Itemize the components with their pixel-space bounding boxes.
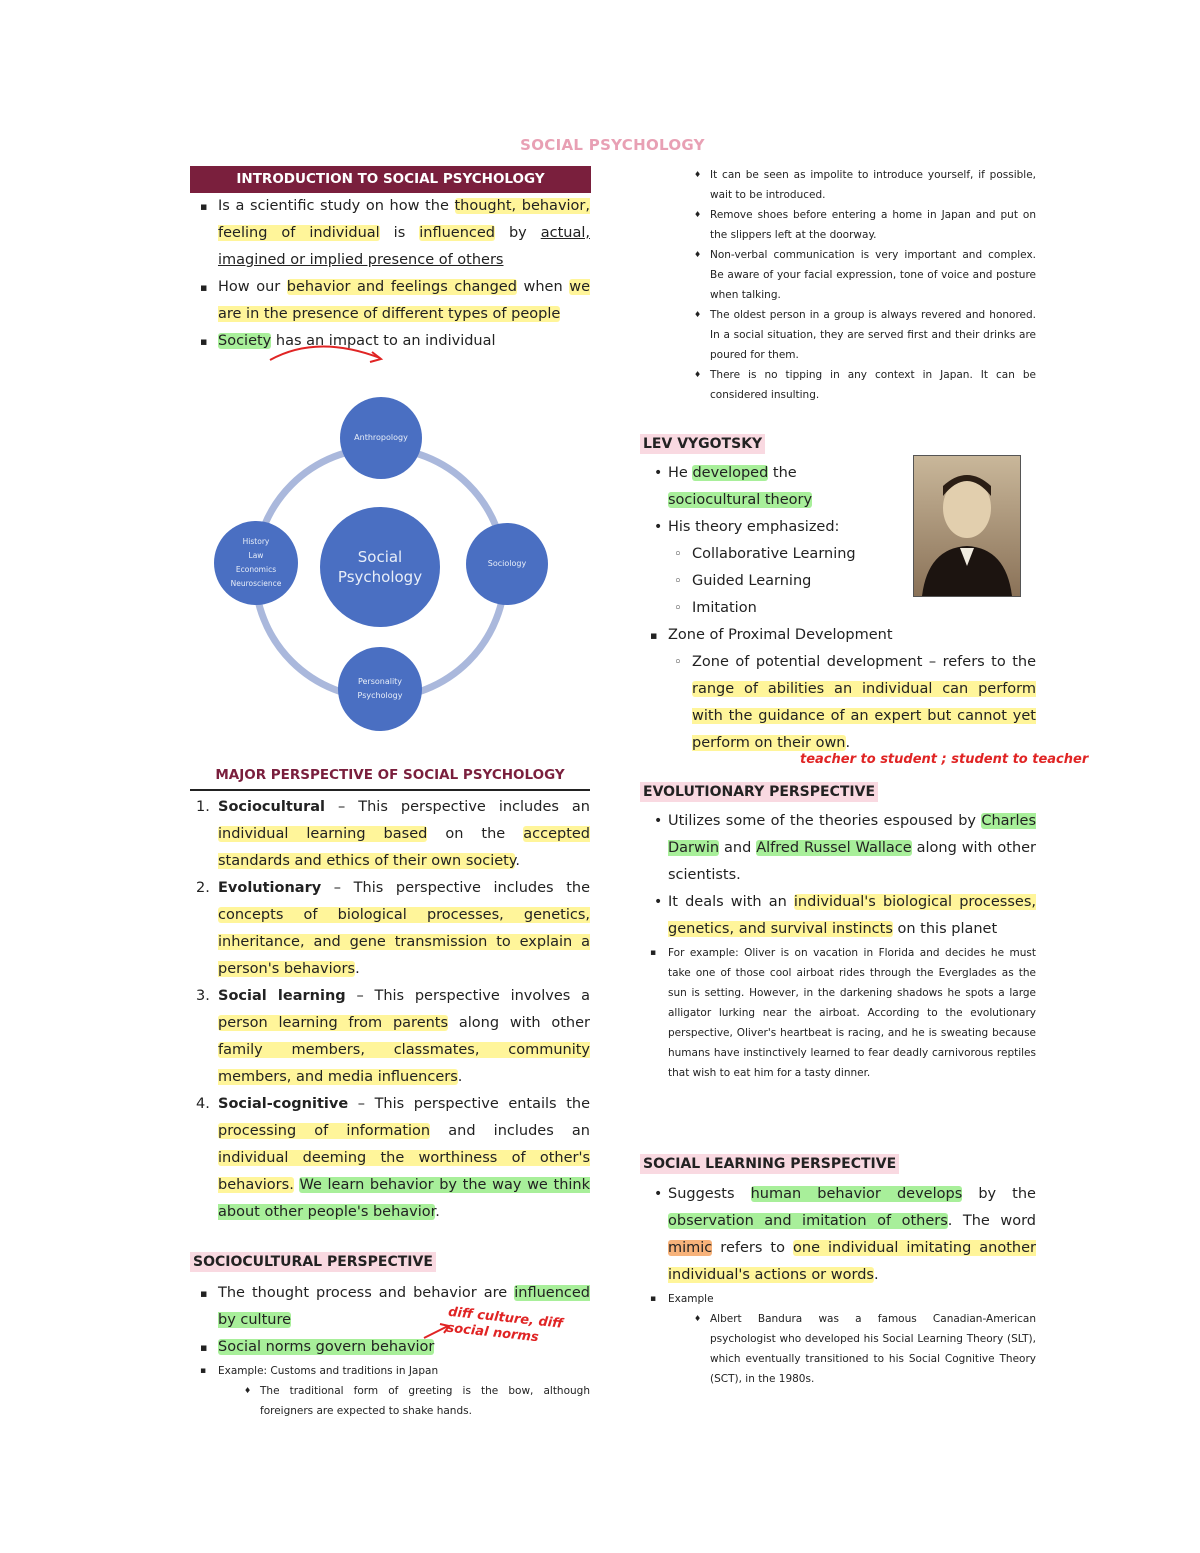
diagram-left-item: Economics: [235, 565, 277, 574]
number: 2.: [196, 880, 210, 896]
text: Is a scientific study on how the: [218, 198, 455, 214]
term: Social learning: [218, 988, 346, 1004]
highlight: influenced by culture: [218, 1285, 590, 1328]
text: How our: [218, 279, 287, 295]
text: along with other scientists.: [668, 840, 1037, 883]
highlight: concepts of biological processes, genetics, inheritance, and gene transmission to explain a person's behaviors: [218, 907, 590, 977]
number: 3.: [196, 988, 210, 1004]
text: – This perspective includes an: [324, 799, 590, 815]
number: 4.: [196, 1096, 210, 1112]
evo-header: [640, 784, 878, 800]
diagram-left-item: Neuroscience: [230, 579, 282, 588]
term: Evolutionary: [218, 880, 322, 896]
social-learning-list: [640, 1181, 1036, 1389]
major-item-1: [190, 794, 590, 875]
text: on this planet: [892, 921, 998, 937]
highlight: Society: [218, 333, 272, 349]
page-title: SOCIAL PSYCHOLOGY: [520, 136, 705, 154]
highlight: one individual imitating another individual's actions or words: [668, 1240, 1036, 1283]
text: by: [494, 225, 541, 241]
intro-bullet-1: [190, 193, 590, 274]
underlined: actual, imagined or implied presence of others: [218, 225, 590, 268]
vygotsky-sub-2: ◦ Guided Learning: [640, 568, 1036, 595]
social-learning-example-detail: ♦ Albert Bandura was a famous Canadian-American psychologist who developed his Social Learning Theory (SLT), which eventually transitioned to his Social Cognitive Theory (SCT), in the 1980s.: [640, 1309, 1036, 1389]
text: Suggests: [668, 1186, 751, 1202]
diagram-right: Sociology: [466, 523, 548, 605]
diagram-top: Anthropology: [340, 397, 422, 479]
japan-customs: [640, 165, 1036, 405]
text: It deals with an: [668, 894, 794, 910]
highlight: individual deeming the worthiness of other's behaviors.: [218, 1150, 590, 1193]
text: Utilizes some of the theories espoused by: [668, 813, 982, 829]
text: the: [768, 465, 797, 481]
intro-header: INTRODUCTION TO SOCIAL PSYCHOLOGY: [190, 166, 591, 193]
highlight: sociocultural theory: [668, 492, 813, 508]
vygotsky-header: [640, 436, 765, 452]
text: Zone of potential development – refers to the: [692, 654, 1036, 670]
text: when: [516, 279, 570, 295]
header-text: SOCIOCULTURAL PERSPECTIVE: [190, 1252, 436, 1272]
social-learning-bullet-1: [640, 1181, 1036, 1289]
intro-bullets: [190, 193, 590, 355]
evo-bullet-2: [640, 889, 1036, 943]
header-text: EVOLUTIONARY PERSPECTIVE: [640, 782, 878, 802]
highlight: range of abilities an individual can perform with the guidance of an expert but cannot yet perform on their own: [692, 681, 1036, 751]
highlight: processing of information: [218, 1123, 431, 1139]
diagram-left: [214, 521, 298, 605]
major-item-2: [190, 875, 590, 983]
japan-item: ♦ The oldest person in a group is always revered and honored. In a social situation, they are served first and their drinks are poured for them.: [640, 305, 1036, 365]
highlight: influenced: [419, 225, 495, 241]
text: – This perspective involves a: [345, 988, 590, 1004]
diagram-bottom: Personality Psychology: [338, 647, 422, 731]
vygotsky-bullet-3: ▪ Zone of Proximal Development: [640, 622, 1036, 649]
social-psych-diagram: [210, 395, 550, 735]
highlight: mimic: [668, 1240, 713, 1256]
text: has an impact to an individual: [271, 333, 496, 349]
highlight: individual learning based: [218, 826, 428, 842]
highlight: human behavior develops: [750, 1186, 963, 1202]
highlight: behavior and feelings changed: [286, 279, 517, 295]
highlight: individual's biological processes, genetics, and survival instincts: [668, 894, 1036, 937]
major-header: MAJOR PERSPECTIVE OF SOCIAL PSYCHOLOGY: [190, 767, 590, 791]
japan-item: ♦ It can be seen as impolite to introduce yourself, if possible, wait to be introduced.: [640, 165, 1036, 205]
vygotsky-bullet-2: • His theory emphasized:: [640, 514, 1036, 541]
text: – This perspective entails the: [348, 1096, 590, 1112]
intro-bullet-2: [190, 274, 590, 328]
diagram-center: Social Psychology: [320, 507, 440, 627]
text: .: [515, 853, 520, 869]
text: and: [719, 840, 757, 856]
vygotsky-sub-1: ◦ Collaborative Learning: [640, 541, 1036, 568]
socio-annotation: diff culture, diff social norms: [445, 1304, 564, 1346]
major-list: [190, 794, 590, 1226]
text: .: [435, 1204, 440, 1220]
text: on the: [427, 826, 524, 842]
vygotsky-sub-3: ◦ Imitation: [640, 595, 1036, 622]
evo-example: ▪ For example: Oliver is on vacation in Florida and decides he must take one of those cool airboat rides through the Everglades as the sun is setting. However, in the darkening shadows he spots a large alligator lurking near the airboat. According to the evolutionary perspective, Oliver's heartbeat is racing, and he is sweating because humans have instinctively learned to fear deadly carnivorous reptiles that wish to eat him for a tasty dinner.: [640, 943, 1036, 1083]
highlight: we are in the presence of different types of people: [218, 279, 590, 322]
socio-example: ▪ Example: Customs and traditions in Japan: [190, 1361, 590, 1381]
highlight: thought, behavior, feeling of individual: [218, 198, 590, 241]
vygotsky-sub-4: [640, 649, 1036, 757]
number: 1.: [196, 799, 210, 815]
japan-item: ♦ Remove shoes before entering a home in Japan and put on the slippers left at the doorway.: [640, 205, 1036, 245]
term: Social-cognitive: [218, 1096, 349, 1112]
header-text: SOCIAL LEARNING PERSPECTIVE: [640, 1154, 899, 1174]
highlight: person learning from parents: [218, 1015, 449, 1031]
japan-item: ♦ There is no tipping in any context in Japan. It can be considered insulting.: [640, 365, 1036, 405]
highlight: Alfred Russel Wallace: [756, 840, 912, 856]
socio-list: [190, 1280, 590, 1421]
diagram-left-item: History: [242, 537, 270, 546]
highlight: developed: [692, 465, 769, 481]
text: He: [668, 465, 693, 481]
text: and includes an: [430, 1123, 590, 1139]
text: by the: [962, 1186, 1036, 1202]
text: is: [379, 225, 420, 241]
highlight: accepted standards and ethics of their own society: [218, 826, 590, 869]
term: Sociocultural: [218, 799, 325, 815]
japan-item: ♦ Non-verbal communication is very important and complex. Be aware of your facial expression, tone of voice and posture when talking.: [640, 245, 1036, 305]
header-text: LEV VYGOTSKY: [640, 434, 765, 454]
text: refers to: [712, 1240, 794, 1256]
socio-header: [190, 1254, 436, 1270]
text: .: [873, 1267, 879, 1283]
diagram-left-item: Law: [248, 551, 264, 560]
text: . The word: [947, 1213, 1036, 1229]
highlight: observation and imitation of others: [668, 1213, 948, 1229]
evo-bullet-1: [640, 808, 1036, 889]
social-learning-header: [640, 1156, 899, 1172]
highlight: We learn behavior by the way we think about other people's behavior: [218, 1177, 590, 1220]
major-item-3: [190, 983, 590, 1091]
social-learning-example: ▪ Example: [640, 1289, 1036, 1309]
vygotsky-list: [640, 460, 1036, 757]
vygotsky-annotation: teacher to student ; student to teacher: [800, 752, 1089, 767]
highlight: Social norms govern behavior: [218, 1339, 435, 1355]
arrow-annotation-icon: [262, 332, 392, 368]
text: – This perspective includes the: [321, 880, 590, 896]
text: .: [457, 1069, 463, 1085]
text: along with other: [448, 1015, 591, 1031]
text: .: [355, 961, 360, 977]
evo-list: [640, 808, 1036, 1083]
highlight: Charles Darwin: [668, 813, 1036, 856]
socio-example-detail: ♦ The traditional form of greeting is the bow, although foreigners are expected to shake hands.: [190, 1381, 590, 1421]
major-item-4: [190, 1091, 590, 1226]
arrow-annotation-icon: [420, 1320, 454, 1342]
vygotsky-bullet-1: [640, 460, 1036, 514]
highlight: family members, classmates, community members, and media influencers: [218, 1042, 590, 1085]
text: The thought process and behavior are: [218, 1285, 515, 1301]
text: .: [845, 735, 851, 751]
